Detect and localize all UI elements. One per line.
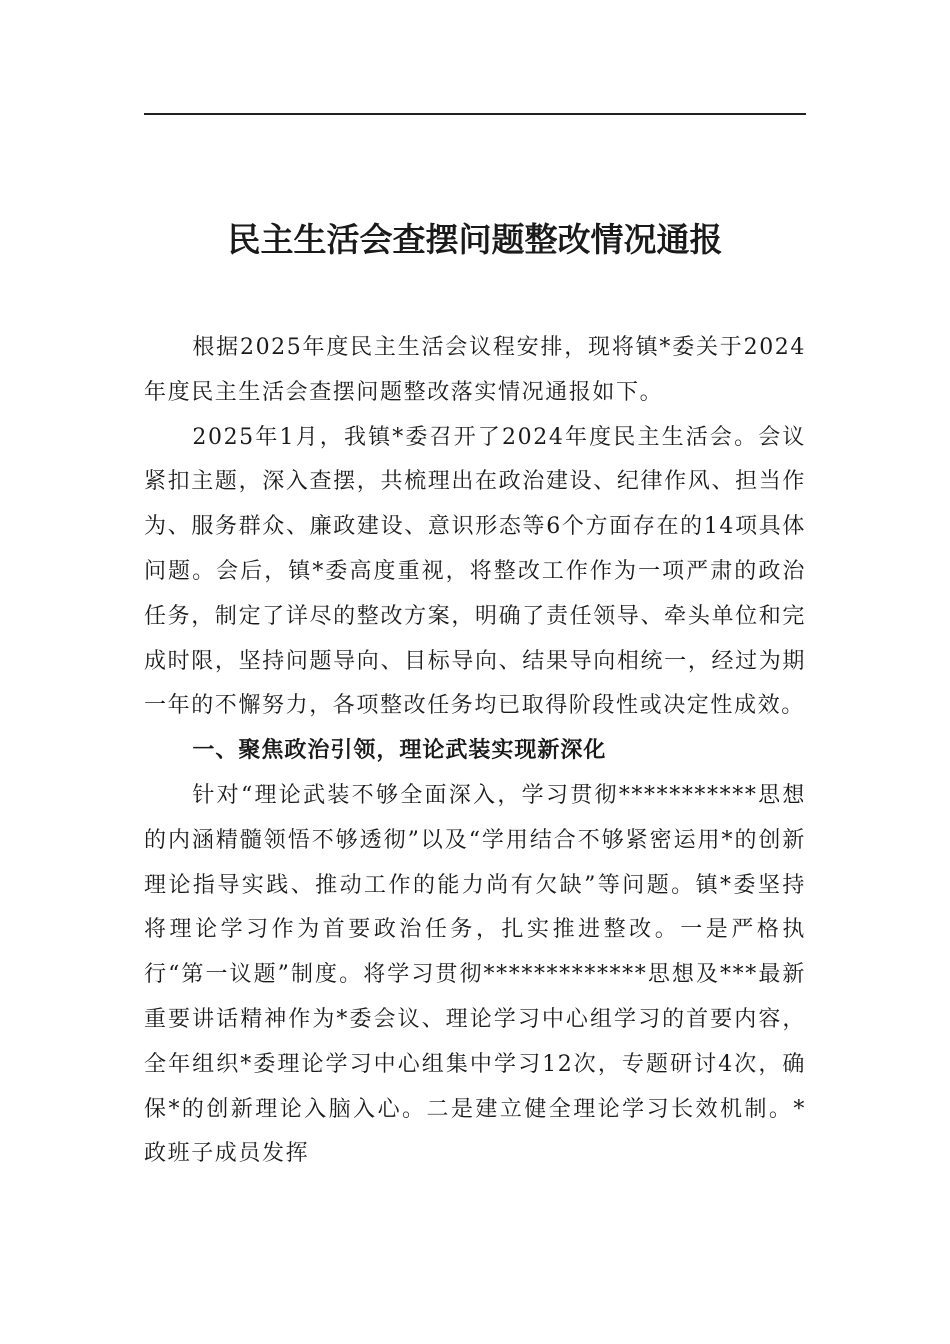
header-rule [144, 113, 806, 115]
section-heading: 一、聚焦政治引领，理论武装实现新深化 [192, 738, 607, 764]
intro-paragraph: 根据2025年度民主生活会议程安排，现将镇*委关于2024年度民主生活会查摆问题整改落实情况通报如下。 [144, 335, 806, 405]
document-title: 民主生活会查摆问题整改情况通报 [227, 220, 723, 260]
document-body [144, 326, 806, 1177]
section-paragraph: 针对“理论武装不够全面深入，学习贯彻***********思想的内涵精髓领悟不够透彻”以及“学用结合不够紧密运用*的创新理论指导实践、推动工作的能力尚有欠缺”等问题。镇*委坚持将理论学习作为首要政治任务，扎实推进整改。一是严格执行“第一议题”制度。将学习贯彻*************思想及***最新重要讲话精神作为*委会议、理论学习中心组学习的首要内容，全年组织*委理论学习中心组集中学习12次，专题研讨4次，确保*的创新理论入脑入心。二是建立健全理论学习长效机制。*政班子成员发挥 [144, 782, 806, 1167]
summary-paragraph: 2025年1月，我镇*委召开了2024年度民主生活会。会议紧扣主题，深入查摆，共梳理出在政治建设、纪律作风、担当作为、服务群众、廉政建设、意识形态等6个方面存在的14项具体问题。会后，镇*委高度重视，将整改工作作为一项严肃的政治任务，制定了详尽的整改方案，明确了责任领导、牵头单位和完成时限，坚持问题导向、目标导向、结果导向相统一，经过为期一年的不懈努力，各项整改任务均已取得阶段性或决定性成效。 [144, 424, 806, 719]
